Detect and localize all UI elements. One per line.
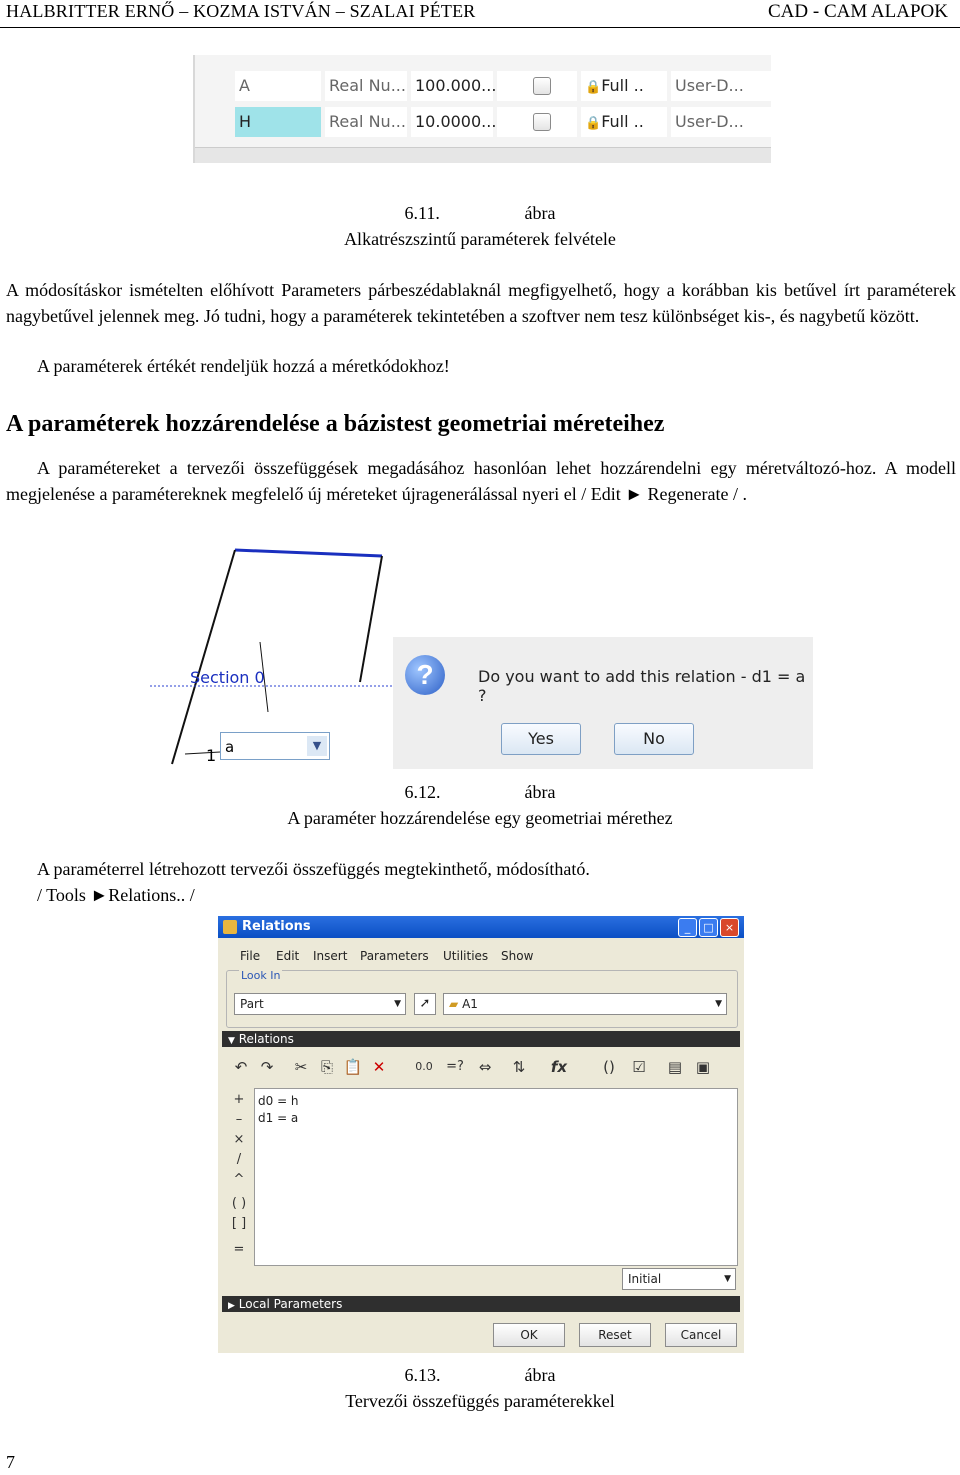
select-arrow-icon[interactable]: ➚ [414, 993, 436, 1015]
menu-edit[interactable]: Edit [276, 949, 300, 963]
plus-operator[interactable]: + [233, 1092, 245, 1107]
title-bar [218, 916, 744, 938]
param-designate-cell [497, 71, 577, 101]
header-book-title: CAD - CAM ALAPOK [768, 1, 948, 22]
delete-icon[interactable]: ✕ [372, 1058, 386, 1076]
param-type-cell: Real Nu... [325, 71, 407, 101]
redo-icon[interactable]: ↷ [260, 1058, 274, 1076]
units-icon[interactable]: ⇔ [478, 1058, 492, 1076]
collapse-triangle-icon: ▼ [228, 1036, 235, 1046]
model-combo[interactable]: ▰ A1 ▼ [443, 993, 727, 1015]
figure-caption-number: 6.13. ábra [404, 1365, 556, 1385]
parameter-combo[interactable]: a ▼ [220, 732, 330, 760]
designate-checkbox[interactable] [533, 77, 551, 95]
close-icon[interactable]: × [720, 918, 739, 937]
local-parameters-bar[interactable]: ▶ Local Parameters [222, 1296, 740, 1312]
cancel-button[interactable]: Cancel [665, 1323, 737, 1347]
page-number: 7 [6, 1452, 15, 1472]
dimension-text: 1 [206, 746, 217, 765]
dimension-value-icon[interactable]: 0.0 [415, 1060, 433, 1073]
maximize-icon[interactable]: □ [699, 918, 718, 937]
cut-icon[interactable]: ✂ [294, 1058, 308, 1076]
initial-combo[interactable]: Initial ▼ [622, 1268, 736, 1290]
export-icon[interactable]: ▣ [695, 1058, 711, 1076]
section-heading: A paraméterek hozzárendelése a bázistest geometriai méreteihez [6, 411, 665, 437]
param-type-cell: Real Nu... [325, 107, 407, 137]
power-operator[interactable]: ^ [233, 1172, 245, 1187]
param-name-cell: H [235, 107, 321, 137]
relation-line: d0 = h [258, 1094, 299, 1108]
chevron-down-icon: ▼ [715, 999, 722, 1009]
lock-icon: 🔒 [585, 80, 602, 95]
menu-parameters[interactable]: Parameters [360, 949, 429, 963]
undo-icon[interactable]: ↶ [234, 1058, 248, 1076]
part-icon: ▰ [449, 997, 459, 1011]
question-icon: ? [405, 655, 445, 695]
param-name-cell: A [235, 71, 321, 101]
divide-operator[interactable]: / [236, 1152, 242, 1167]
evaluate-icon[interactable]: =? [446, 1059, 464, 1074]
look-in-group [226, 970, 738, 1028]
minus-operator[interactable]: – [235, 1112, 243, 1127]
param-designate-cell [497, 107, 577, 137]
section-label: Section 0 [190, 668, 265, 687]
figure-caption: A paraméter hozzárendelése egy geometriai mérethez [287, 808, 673, 828]
window-title: Relations [242, 919, 311, 934]
relations-dialog-screenshot [218, 916, 744, 1353]
body-paragraph: A paraméterek értékét rendeljük hozzá a méretkódokhoz! [37, 356, 450, 376]
header-authors: HALBRITTER ERNŐ – KOZMA ISTVÁN – SZALAI PÉTER [6, 1, 476, 21]
menu-show[interactable]: Show [501, 949, 534, 963]
lock-icon: 🔒 [585, 116, 602, 131]
figure-caption-number: 6.11. ábra [404, 203, 556, 223]
copy-icon[interactable]: ⎘ [320, 1058, 333, 1076]
minimize-icon[interactable]: _ [678, 918, 697, 937]
table-scrollbar[interactable] [195, 147, 771, 163]
chevron-down-icon[interactable]: ▼ [307, 736, 327, 756]
body-paragraph: A paraméterrel létrehozott tervezői összefüggés megtekinthető, módosítható. [37, 859, 590, 879]
menu-utilities[interactable]: Utilities [443, 949, 489, 963]
parameters-table-screenshot [193, 55, 771, 163]
verify-icon[interactable]: ☑ [632, 1058, 646, 1076]
brackets-icon[interactable]: () [603, 1058, 615, 1076]
designate-checkbox[interactable] [533, 113, 551, 131]
parentheses-operator[interactable]: ( ) [231, 1196, 247, 1211]
param-access-cell: 🔒Full .. [581, 71, 667, 101]
app-icon [223, 920, 237, 934]
confirm-dialog-screenshot [393, 637, 813, 769]
yes-button[interactable]: Yes [501, 723, 581, 755]
reset-button[interactable]: Reset [579, 1323, 651, 1347]
equals-operator[interactable]: = [233, 1242, 245, 1257]
menu-file[interactable]: File [240, 949, 261, 963]
param-access-cell: 🔒Full .. [581, 107, 667, 137]
figure-caption: Tervezői összefüggés paraméterekkel [345, 1391, 615, 1411]
table-row [235, 69, 771, 103]
relations-editor[interactable] [254, 1088, 738, 1266]
multiply-operator[interactable]: × [233, 1132, 245, 1147]
table-row [235, 105, 771, 139]
chevron-down-icon: ▼ [724, 1274, 731, 1284]
relation-line: d1 = a [258, 1111, 299, 1125]
expand-triangle-icon: ▶ [228, 1301, 235, 1311]
param-value-cell: 10.0000... [411, 107, 493, 137]
no-button[interactable]: No [614, 723, 694, 755]
paste-icon[interactable]: 📋 [343, 1058, 363, 1076]
dialog-question: Do you want to add this relation - d1 = a ? [478, 667, 806, 705]
model-sketch-screenshot [150, 542, 393, 768]
header-rule [0, 27, 960, 28]
brackets-operator[interactable]: [ ] [231, 1216, 247, 1231]
look-in-label: Look In [241, 969, 281, 982]
param-source-cell: User-D... [671, 71, 771, 101]
relations-section-bar[interactable]: ▼ Relations [222, 1031, 740, 1047]
properties-icon[interactable]: ▤ [667, 1058, 683, 1076]
figure-caption-number: 6.12. ábra [404, 782, 556, 802]
body-paragraph: A módosításkor ismételten előhívott Parameters párbeszédablaknál megfigyelhető, hogy a korábban kis betűvel írt paraméterek nagybetűvel jelennek meg. Jó tudni, hogy a paraméterek tekintetében a szoftver nem tesz különbséget kis-, és nagybetű között. [6, 280, 956, 326]
sort-icon[interactable]: ⇅ [512, 1058, 526, 1076]
chevron-down-icon: ▼ [394, 999, 401, 1009]
look-in-combo[interactable]: Part ▼ [234, 993, 406, 1015]
body-paragraph: A paramétereket a tervezői összefüggések megadásához hasonlóan lehet hozzárendelni egy méretváltozó-hoz. A modell megjelenése a paramétereknek megfelelő új méreteket újragenerálással nyeri el / Edit ► Regenerate / . [6, 458, 956, 504]
body-paragraph: / Tools ►Relations.. / [37, 885, 195, 905]
function-icon[interactable]: fx [550, 1058, 568, 1076]
param-source-cell: User-D... [671, 107, 771, 137]
figure-caption: Alkatrészszintű paraméterek felvétele [344, 229, 616, 249]
param-value-cell: 100.000... [411, 71, 493, 101]
ok-button[interactable]: OK [493, 1323, 565, 1347]
menu-insert[interactable]: Insert [313, 949, 348, 963]
